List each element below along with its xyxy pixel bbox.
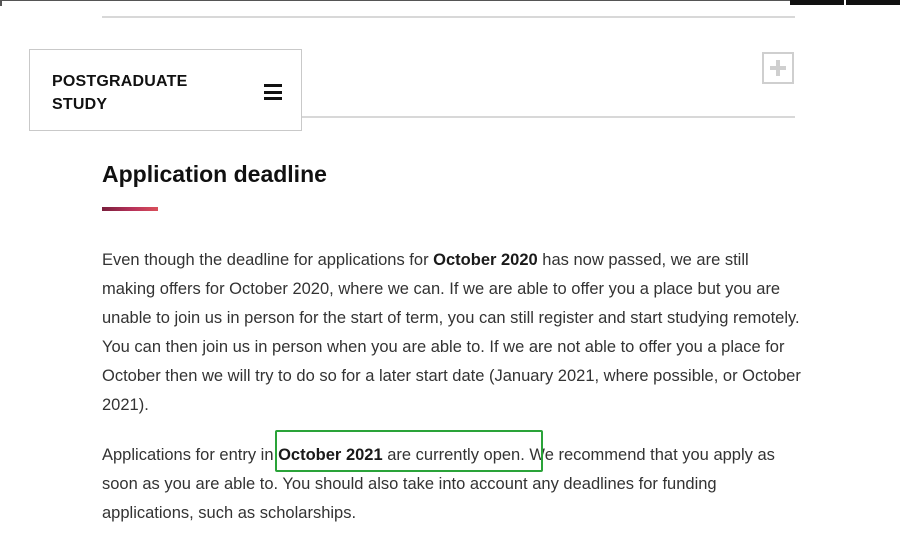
paragraph-text: has now passed, we are still making offers for October 2020, where we can. If we are able to offer you a place but you are unable to join us in person for the start of term, you can still register and start studying remotely. You can then join us in person when you are able to. If we are not able to offer you a place for October then we will try to do so for a later start date (January 2021, where possible, or October 2021). (102, 251, 801, 414)
bold-date: October 2021 (278, 446, 383, 464)
title-accent-bar (102, 207, 158, 211)
deadline-paragraph (102, 246, 802, 420)
bold-date: October 2020 (433, 251, 538, 269)
hamburger-icon[interactable] (264, 84, 282, 100)
postgraduate-study-menu[interactable] (29, 49, 302, 131)
paragraph-text: We recommend that you apply as soon as you are able to. You should also take into account any deadlines for funding applications, such as scholarships. (102, 446, 775, 522)
page-title: Application deadline (102, 161, 327, 187)
window-corner-block (790, 0, 844, 5)
paragraph-text: Applications for entry in (102, 446, 279, 464)
window-top-edge (0, 0, 790, 1)
window-corner-block (846, 0, 900, 5)
top-divider (102, 16, 795, 18)
highlighted-text: are currently open. (382, 446, 525, 464)
menu-title: POSTGRADUATE STUDY (52, 73, 188, 113)
expand-plus-button[interactable] (762, 52, 794, 84)
paragraph-text: Even though the deadline for applications for (102, 251, 434, 269)
open-applications-paragraph (102, 441, 802, 528)
window-left-stub (0, 0, 2, 6)
